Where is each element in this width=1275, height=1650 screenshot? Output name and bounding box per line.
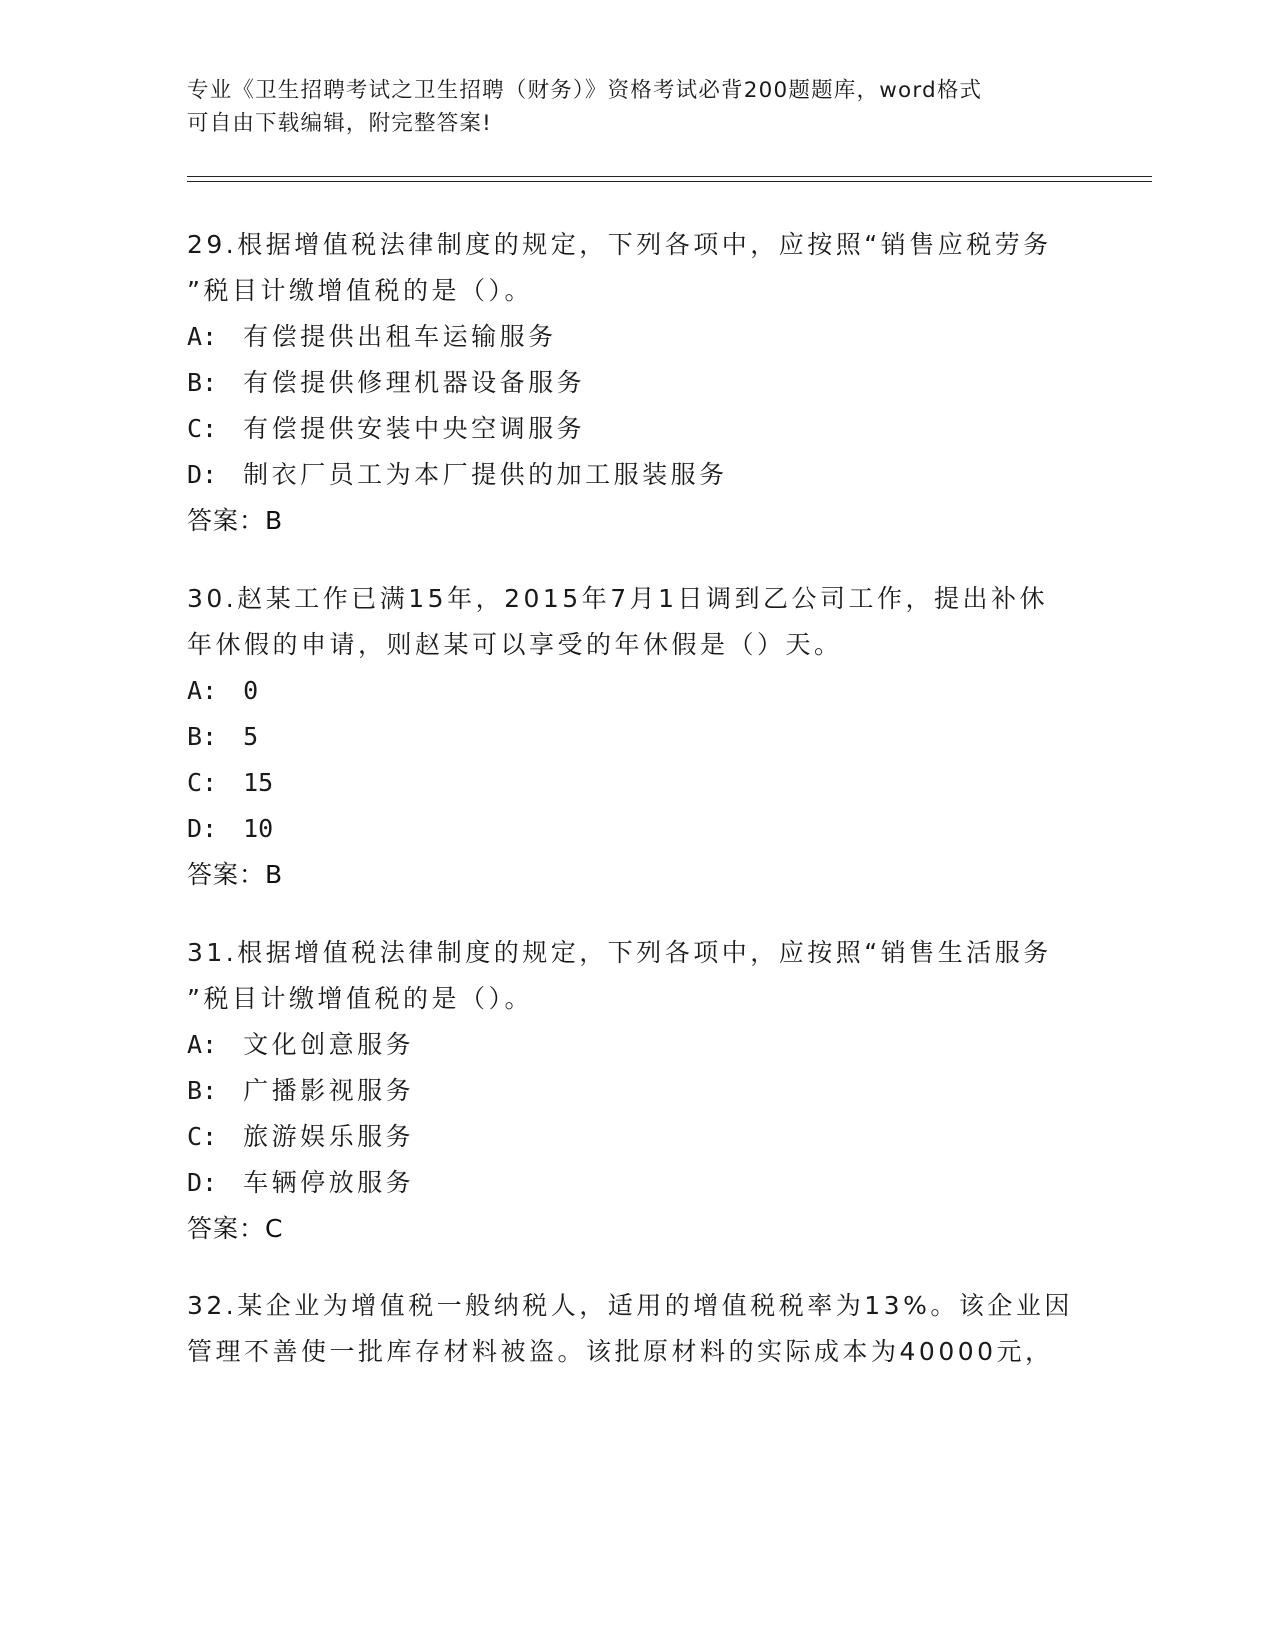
option-d <box>187 452 1087 498</box>
option-c <box>187 1114 1087 1160</box>
question-stem-line-1: 31.根据增值税法律制度的规定，下列各项中，应按照“销售生活服务 <box>187 938 1052 967</box>
option-key: D: <box>187 814 218 843</box>
option-text: 旅游娱乐服务 <box>243 1122 415 1151</box>
option-text: 文化创意服务 <box>243 1030 415 1059</box>
option-key: B: <box>187 722 218 751</box>
option-c <box>187 760 1087 806</box>
question-31 <box>187 930 1087 1252</box>
question-32 <box>187 1283 1087 1375</box>
answer-line: 答案：B <box>187 506 284 535</box>
question-30 <box>187 576 1087 898</box>
question-stem-line-2: 年休假的申请，则赵某可以享受的年休假是（）天。 <box>187 630 843 659</box>
option-key: C: <box>187 1122 218 1151</box>
header-divider-top <box>187 176 1152 177</box>
document-header <box>187 74 1067 140</box>
question-stem-line-1: 29.根据增值税法律制度的规定，下列各项中，应按照“销售应税劳务 <box>187 230 1052 259</box>
option-b <box>187 360 1087 406</box>
option-key: D: <box>187 460 218 489</box>
option-text: 5 <box>243 722 259 751</box>
option-text: 有偿提供修理机器设备服务 <box>243 368 586 397</box>
question-stem-line-2: ”税目计缴增值税的是（）。 <box>187 276 533 305</box>
option-key: C: <box>187 414 218 443</box>
option-text: 制衣厂员工为本厂提供的加工服装服务 <box>243 460 728 489</box>
option-text: 有偿提供安装中央空调服务 <box>243 414 586 443</box>
option-text: 车辆停放服务 <box>243 1168 415 1197</box>
option-key: A: <box>187 676 218 705</box>
question-stem-line-2: 管理不善使一批库存材料被盗。该批原材料的实际成本为40000元， <box>187 1337 1054 1366</box>
option-text: 0 <box>243 676 259 705</box>
option-key: B: <box>187 368 218 397</box>
option-text: 15 <box>243 768 274 797</box>
question-stem-line-2: ”税目计缴增值税的是（）。 <box>187 984 533 1013</box>
option-key: A: <box>187 1030 218 1059</box>
option-c <box>187 406 1087 452</box>
option-text: 广播影视服务 <box>243 1076 415 1105</box>
option-b <box>187 1068 1087 1114</box>
option-key: C: <box>187 768 218 797</box>
option-key: B: <box>187 1076 218 1105</box>
option-b <box>187 714 1087 760</box>
option-d <box>187 1160 1087 1206</box>
header-line-2: 可自由下载编辑，附完整答案! <box>187 111 492 136</box>
option-a <box>187 314 1087 360</box>
option-key: A: <box>187 322 218 351</box>
option-d <box>187 806 1087 852</box>
option-key: D: <box>187 1168 218 1197</box>
option-text: 10 <box>243 814 274 843</box>
header-line-1: 专业《卫生招聘考试之卫生招聘（财务）》资格考试必背200题题库，word格式 <box>187 78 983 103</box>
answer-line: 答案：C <box>187 1214 284 1243</box>
answer-line: 答案：B <box>187 860 284 889</box>
header-divider-bottom <box>187 181 1152 182</box>
option-a <box>187 1022 1087 1068</box>
question-stem-line-1: 30.赵某工作已满15年，2015年7月1日调到乙公司工作，提出补休 <box>187 584 1049 613</box>
question-stem-line-1: 32.某企业为增值税一般纳税人，适用的增值税税率为13%。该企业因 <box>187 1291 1073 1320</box>
option-a <box>187 668 1087 714</box>
option-text: 有偿提供出租车运输服务 <box>243 322 557 351</box>
question-29 <box>187 222 1087 544</box>
